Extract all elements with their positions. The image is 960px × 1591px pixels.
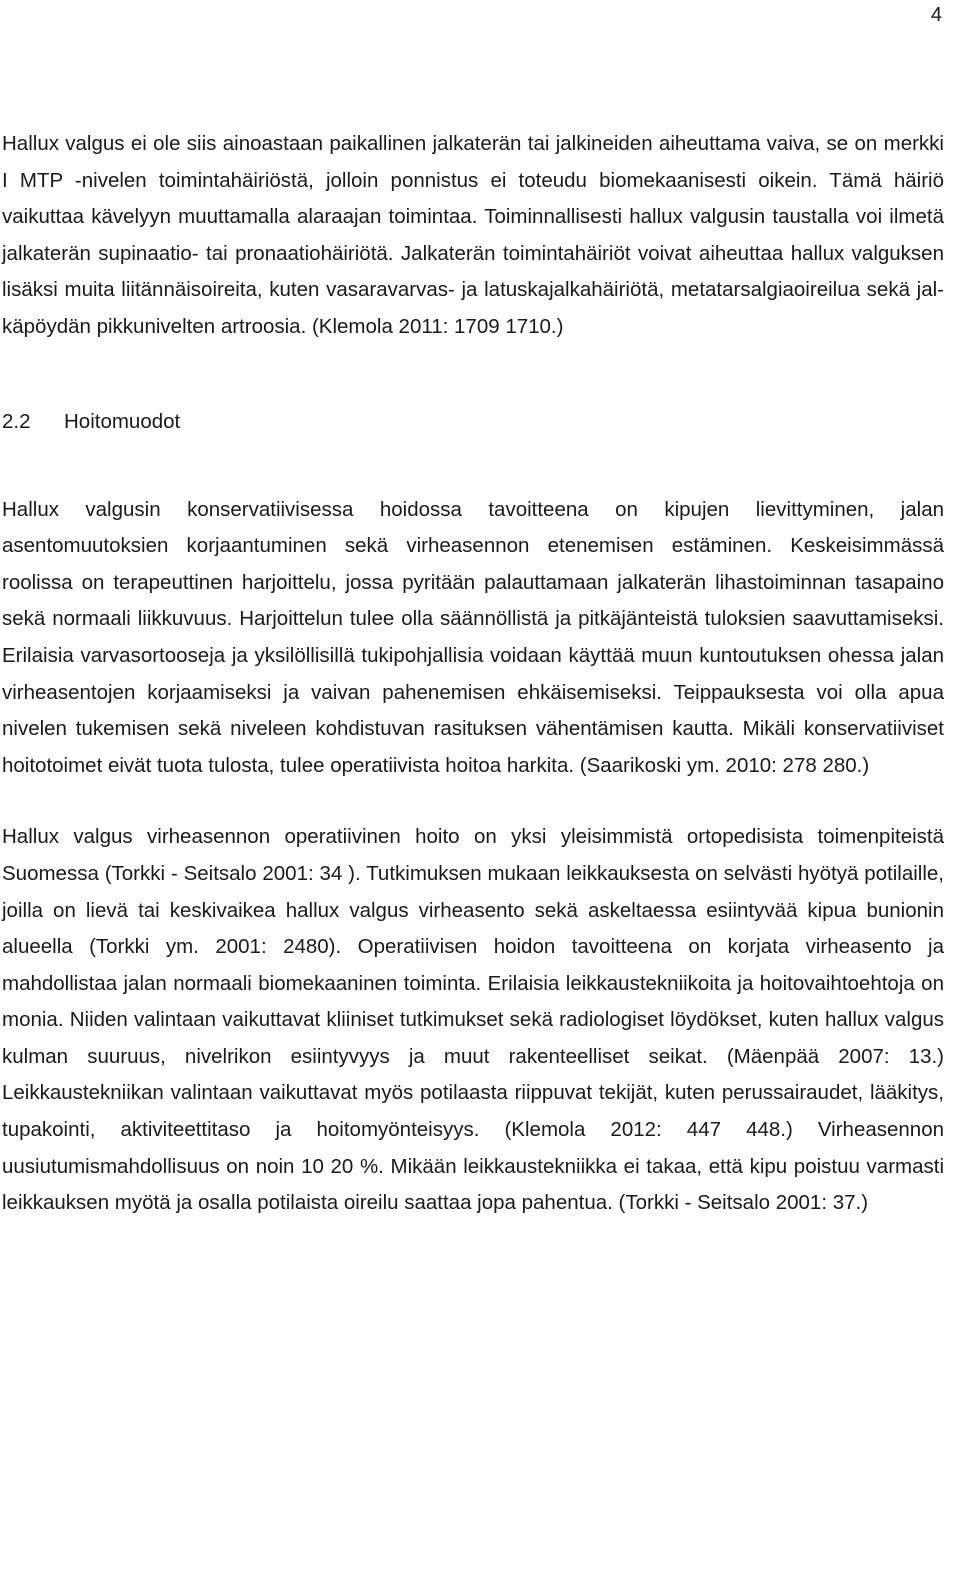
paragraph-conservative-treatment: Hallux valgusin konservatiivisessa hoidossa tavoitteena on kipujen lievittyminen, jalan asentomuutoksien korjaantuminen sekä virheasennon etenemisen estäminen. Keskeisimmässä roolissa on terapeuttinen harjoittelu, jossa pyritään palauttamaan jalkaterän lihastoiminnan tasapaino sekä normaali liikkuvuus. Harjoittelun tulee olla säännöllistä ja pitkäjänteistä tuloksien saavuttamiseksi. Erilaisia varvasortooseja ja yksilöllisillä tukipohjallisia voidaan käyttää muun kuntoutuksen ohessa jalan virheasentojen korjaamiseksi ja vaivan pahenemisen ehkäisemiseksi. Teippauksesta voi olla apua nivelen tukemisen sekä niveleen kohdistuvan rasituksen vähentämisen kautta. Mikäli konservatiiviset hoitotoimet eivät tuota tulosta, tulee operatiivista hoitoa harkita. (Saarikoski ym. 2010: 278 280.): [2, 497, 944, 777]
page-number: 4: [930, 4, 942, 26]
section-number: 2.2: [2, 409, 31, 433]
section-title: Hoitomuodot: [64, 409, 181, 433]
section-heading: [2, 404, 944, 440]
paragraph-hallux-valgus-intro: Hallux valgus ei ole siis ainoastaan paikallinen jalkaterän tai jalkineiden aiheuttama vaiva, se on merkki I MTP -nivelen toimintahäiriöstä, jolloin ponnistus ei toteudu biomekaanisesti oikein. Tämä häiriö vaikuttaa kävelyyn muuttamalla alaraajan toimintaa. Toiminnallisesti hallux valgusin taustalla voi ilmetä jalkaterän supinaatio- tai pronaatiohäiriötä. Jalkaterän toimintahäiriöt voivat aiheuttaa hallux valguksen lisäksi muita liitännäisoireita, kuten vasaravarvas- ja latuskajalkahäiriötä, metatarsalgiaoireilua sekä jalkäpöydän pikkunivelten artroosia. (Klemola 2011: 1709 1710.): [2, 132, 944, 338]
document-body: [2, 126, 944, 1222]
paragraph-operative-treatment: Hallux valgus virheasennon operatiivinen hoito on yksi yleisimmistä ortopedisista toimenpiteistä Suomessa (Torkki - Seitsalo 2001: 34 ). Tutkimuksen mukaan leikkauksesta on selvästi hyötyä potilaille, joilla on lievä tai keskivaikea hallux valgus virheasento sekä askeltaessa esiintyvää kipua bunionin alueella (Torkki ym. 2001: 2480). Operatiivisen hoidon tavoitteena on korjata virheasento ja mahdollistaa jalan normaali biomekaaninen toiminta. Erilaisia leikkaustekniikoita ja hoitovaihtoehtoja on monia. Niiden valintaan vaikuttavat kliiniset tutkimukset sekä radiologiset löydökset, kuten hallux valgus kulman suuruus, nivelrikon esiintyvyys ja muut rakenteelliset seikat. (Mäenpää 2007: 13.) Leikkaustekniikan valintaan vaikuttavat myös potilaasta riippuvat tekijät, kuten perussairaudet, lääkitys, tupakointi, aktiviteettitaso ja hoitomyönteisyys. (Klemola 2012: 447 448.) Virheasennon uusiutumismahdollisuus on noin 10 20 %. Mikään leikkaustekniikka ei takaa, että kipu poistuu varmasti leikkauksen myötä ja osalla potilaista oireilu saattaa jopa pahentua. (Torkki - Seitsalo 2001: 37.): [2, 825, 944, 1215]
